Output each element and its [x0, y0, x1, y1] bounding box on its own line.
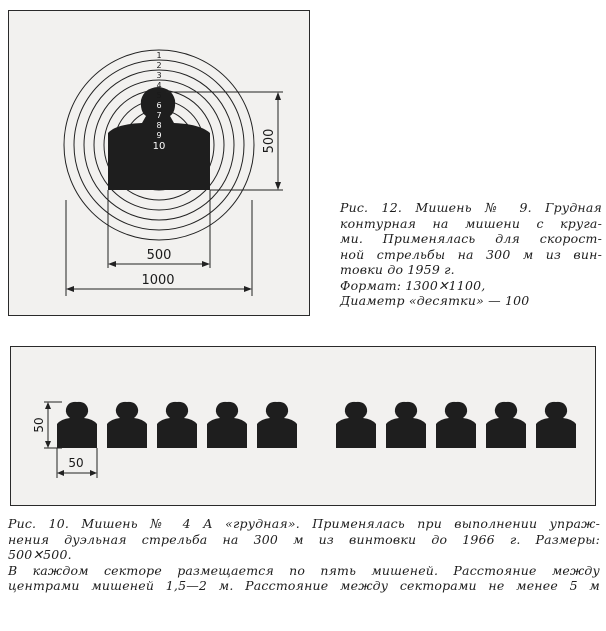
- caption-line: центрами мишеней 1,5—2 м. Расстояние между секторами не менее 5 м: [8, 578, 600, 593]
- chest-target-silhouette: [207, 402, 247, 448]
- ring-number-label: 1: [156, 51, 162, 60]
- dimension-inner-width-label: 500: [146, 248, 172, 263]
- chest-target-silhouette: [107, 402, 147, 448]
- dimension-width-label: 50: [68, 456, 84, 470]
- ring-number-label: 6: [156, 101, 162, 110]
- caption-line: ной стрельбы на 300 м из вин-: [340, 246, 602, 262]
- figure-10-caption: [8, 516, 600, 594]
- caption-line: Рис. 12. Мишень № 9. Грудная: [340, 200, 602, 215]
- caption-line: Диаметр «десятки» — 100: [340, 293, 530, 308]
- caption-line: товки до 1959 г.: [340, 262, 455, 277]
- dimension-outer-width-label: 1000: [141, 273, 175, 288]
- chest-target-silhouette: [157, 402, 197, 448]
- ring-number-label: 2: [156, 61, 162, 70]
- chest-target-silhouette: [386, 402, 426, 448]
- target-silhouette-row: [57, 402, 576, 448]
- ring-number-label: 10: [152, 141, 166, 152]
- chest-target-silhouette: [436, 402, 476, 448]
- dimension-height-label: 500: [262, 128, 277, 154]
- ring-number-label: 7: [156, 111, 162, 120]
- chest-target-silhouette: [336, 402, 376, 448]
- ring-number-label: 8: [156, 121, 162, 130]
- dimension-height-label: 50: [32, 417, 46, 433]
- ring-number-label: 4: [156, 81, 162, 90]
- caption-line: В каждом секторе размещается по пять мишеней. Расстояние между: [8, 562, 600, 578]
- caption-line: 500✕500.: [8, 547, 72, 562]
- ring-number-label: 5: [156, 91, 162, 100]
- chest-target-silhouette: [536, 402, 576, 448]
- chest-target-silhouette: [486, 402, 526, 448]
- caption-line: нения дуэльная стрельба на 300 м из винтовки до 1966 г. Размеры:: [8, 531, 600, 547]
- chest-target-silhouette: [257, 402, 297, 448]
- caption-line: контурная на мишени с круга-: [340, 215, 602, 231]
- caption-line: ми. Применялась для скорост-: [340, 231, 602, 246]
- caption-line: Рис. 10. Мишень № 4 А «грудная». Применялась при выполнении упраж-: [8, 516, 600, 531]
- ring-number-label: 3: [156, 71, 162, 80]
- ring-number-label: 9: [156, 131, 162, 140]
- chest-target-silhouette: [57, 402, 97, 448]
- caption-line: Формат: 1300✕1100,: [340, 277, 486, 293]
